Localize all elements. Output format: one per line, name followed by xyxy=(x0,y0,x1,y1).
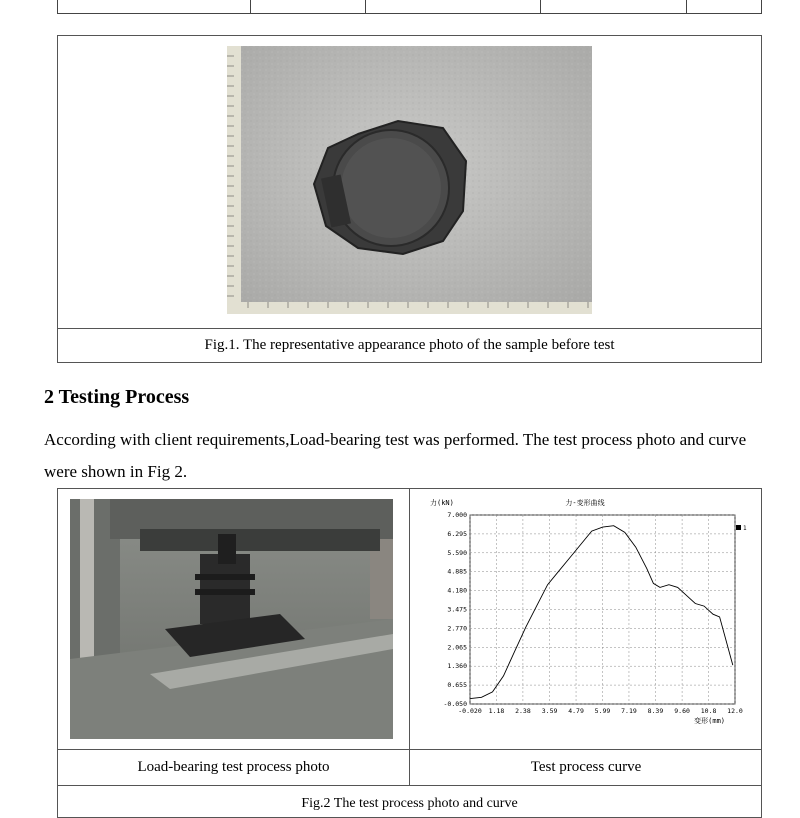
figure-1 xyxy=(57,35,762,363)
y-tick-label: 5.590 xyxy=(447,548,467,557)
x-tick-label: 12.0 xyxy=(727,707,743,715)
table-cell xyxy=(540,0,687,13)
photo-caption: Load-bearing test process photo xyxy=(137,759,330,775)
y-tick-label: 4.180 xyxy=(447,586,467,595)
x-tick-label: 7.19 xyxy=(621,707,637,715)
chart-xlabel: 变形(mm) xyxy=(694,717,725,725)
sample-photo-cell xyxy=(58,36,761,329)
section-paragraph: According with client requirements,Load-bearing test was performed. The test process photo and curve were shown in Fig 2. xyxy=(44,430,747,481)
x-tick-label: 1.18 xyxy=(488,707,505,715)
ruler-horizontal xyxy=(227,302,592,314)
x-tick-label: 9.60 xyxy=(674,707,690,715)
sample-photo xyxy=(58,36,763,328)
y-tick-label: 7.000 xyxy=(447,511,467,519)
x-tick-label: 3.59 xyxy=(541,707,558,715)
section-heading: 2 Testing Process xyxy=(44,386,190,408)
chart-ylabel: 力(kN) xyxy=(430,499,454,507)
series-line-1 xyxy=(470,526,732,699)
table-cell xyxy=(58,0,251,13)
x-tick-label: -0.020 xyxy=(458,707,482,715)
legend-label: 1 xyxy=(743,525,747,532)
top-table-fragment xyxy=(57,0,762,14)
x-tick-label: 5.99 xyxy=(594,707,611,715)
y-tick-label: 2.065 xyxy=(447,643,467,652)
y-tick-label: 3.475 xyxy=(447,605,467,614)
y-tick-label: 6.295 xyxy=(447,529,467,538)
y-tick-label: 2.770 xyxy=(447,624,467,633)
x-tick-label: 4.79 xyxy=(568,707,584,715)
x-tick-label: 10.8 xyxy=(700,707,717,715)
table-cell xyxy=(365,0,541,13)
chart-title: 力-变形曲线 xyxy=(565,499,605,507)
curve-caption: Test process curve xyxy=(530,759,642,775)
x-tick-label: 8.39 xyxy=(647,707,664,715)
table-cell xyxy=(250,0,366,13)
x-tick-label: 2.38 xyxy=(515,707,531,715)
y-tick-label: -0.050 xyxy=(443,700,467,708)
y-tick-label: 4.885 xyxy=(447,567,467,576)
figure-2-caption: Fig.2 The test process photo and curve xyxy=(301,796,518,811)
load-deformation-chart xyxy=(410,489,762,749)
legend-swatch xyxy=(736,525,741,530)
figure-1-caption: Fig.1. The representative appearance photo of the sample before test xyxy=(204,337,615,353)
figure-2 xyxy=(57,488,762,818)
y-tick-label: 1.360 xyxy=(447,662,467,671)
y-tick-label: 0.655 xyxy=(447,681,467,690)
test-process-photo xyxy=(70,499,393,739)
